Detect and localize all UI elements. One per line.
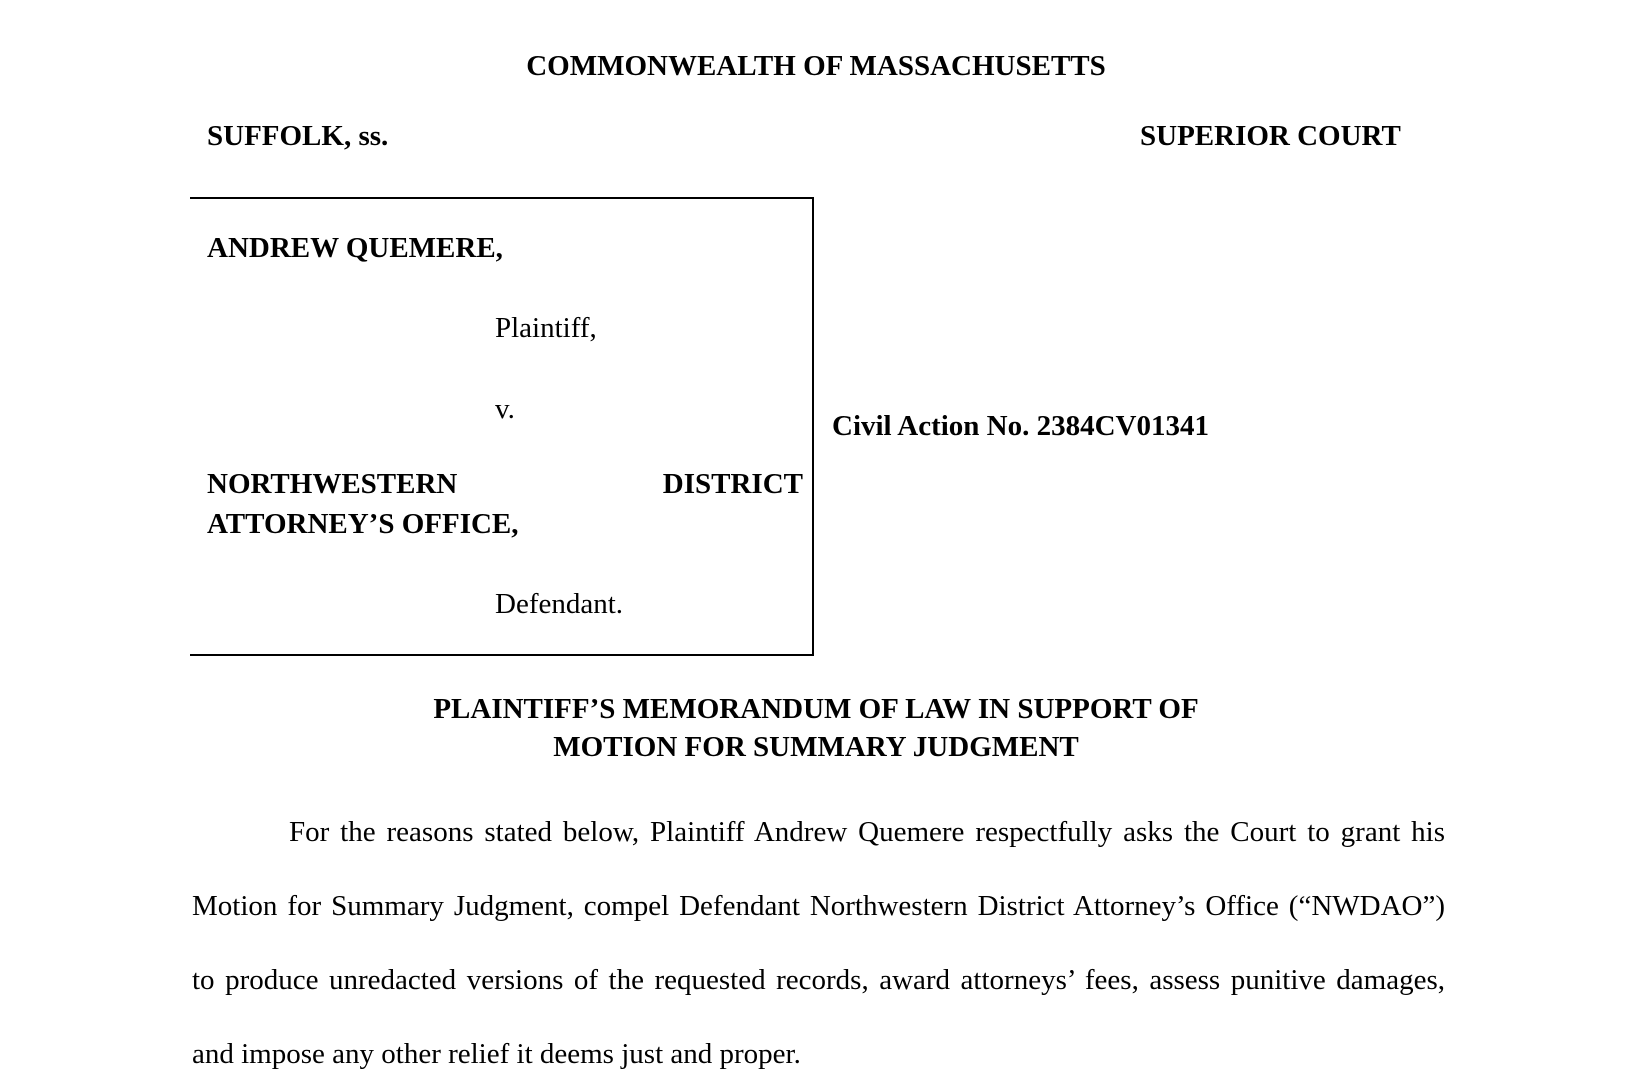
defendant-name-line1 bbox=[207, 468, 803, 501]
court-name: SUPERIOR COURT bbox=[1140, 120, 1401, 152]
defendant-name-part-right: DISTRICT bbox=[662, 468, 803, 500]
body-paragraph: For the reasons stated below, Plaintiff Andrew Quemere respectfully asks the Court to grant his Motion for Summary Judgment, compel Defendant Northwestern District Attorney’s Office (“NWDAO”) to produce unredacted versions of the requested records, award attorneys’ fees, assess punitive damages, and impose any other relief it deems just and proper. bbox=[192, 816, 1445, 1070]
defendant-role: Defendant. bbox=[495, 588, 624, 620]
plaintiff-name: ANDREW QUEMERE, bbox=[207, 232, 503, 264]
plaintiff-role: Plaintiff, bbox=[495, 312, 597, 344]
county-label: SUFFOLK, ss. bbox=[207, 120, 389, 152]
jurisdiction-heading: COMMONWEALTH OF MASSACHUSETTS bbox=[526, 50, 1106, 82]
document-title-line2: MOTION FOR SUMMARY JUDGMENT bbox=[553, 731, 1079, 763]
civil-action-number: Civil Action No. 2384CV01341 bbox=[832, 410, 1209, 442]
document-title bbox=[0, 690, 1632, 766]
defendant-name-part-left: NORTHWESTERN bbox=[207, 468, 458, 500]
defendant-name-line2: ATTORNEY’S OFFICE, bbox=[207, 508, 519, 540]
document-title-line1: PLAINTIFF’S MEMORANDUM OF LAW IN SUPPORT OF bbox=[433, 693, 1199, 725]
versus-label: v. bbox=[495, 393, 515, 425]
